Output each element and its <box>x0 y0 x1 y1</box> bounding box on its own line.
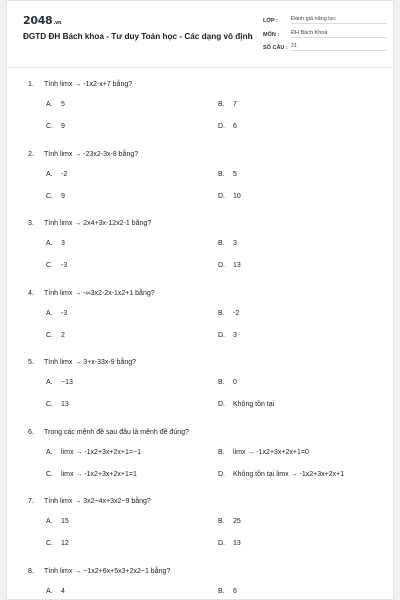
question-text <box>28 498 151 505</box>
option-text: 0 <box>233 379 237 386</box>
option-text: Không tồn tại limx → -1x2+3x+2x+1 <box>233 470 345 478</box>
option-text: 9 <box>61 123 65 130</box>
option-text: -2 <box>233 309 240 317</box>
option-b[interactable] <box>218 379 237 386</box>
question-text <box>28 568 170 575</box>
option-letter: D. <box>218 192 225 200</box>
option-text: −13 <box>61 379 73 386</box>
question-stem: Tính limx → -1x2-x+7 bằng? <box>44 81 133 88</box>
question-stem: Tính limx → −1x2+6x+5x3+2x2−1 bằng? <box>44 567 171 575</box>
option-letter: C. <box>46 331 53 339</box>
option-b[interactable] <box>218 101 237 108</box>
option-letter: B. <box>218 587 225 595</box>
option-letter: D. <box>218 123 225 130</box>
option-text: 3 <box>233 331 237 339</box>
option-b[interactable] <box>218 449 309 456</box>
option-text: 5 <box>61 101 65 108</box>
option-d[interactable] <box>218 540 241 547</box>
question-number: 2. <box>28 150 34 158</box>
option-b[interactable] <box>218 171 237 178</box>
question-text <box>28 220 151 227</box>
question-item <box>7 81 393 151</box>
option-letter: D. <box>218 470 225 478</box>
question-stem: Tính limx → 3+x-33x-9 bằng? <box>44 359 137 366</box>
option-text: 6 <box>233 123 237 130</box>
option-b[interactable] <box>218 588 237 595</box>
question-item <box>7 498 393 568</box>
question-item <box>7 568 393 600</box>
question-item <box>7 151 393 221</box>
question-stem: Tính limx → -∞3x2-2x-1x2+1 bằng? <box>44 289 155 297</box>
option-letter: A. <box>46 379 53 386</box>
question-number: 4. <box>28 289 34 297</box>
option-text: 13 <box>233 540 241 547</box>
option-text: 6 <box>233 587 237 595</box>
question-stem: Tính limx → 3x2−4x+3x2−9 bằng? <box>44 498 151 505</box>
option-text: -3 <box>61 262 68 269</box>
option-letter: A. <box>46 309 53 317</box>
option-c[interactable] <box>46 262 67 269</box>
question-stem: Tính limx → -23x2-3x-8 bằng? <box>44 150 139 158</box>
option-a[interactable] <box>46 101 65 108</box>
document-page <box>6 0 394 600</box>
option-b[interactable] <box>218 518 241 525</box>
option-text: limx → -1x2+3x+2x+1=−1 <box>61 448 141 456</box>
option-letter: C. <box>46 540 53 547</box>
option-letter: D. <box>218 401 225 408</box>
question-stem: Trong các mệnh đề sau đâu là mệnh đề đúng? <box>44 428 189 436</box>
option-text: Không tồn tại <box>233 401 275 408</box>
question-item <box>7 429 393 499</box>
option-text: 25 <box>233 518 241 525</box>
option-letter: C. <box>46 470 53 478</box>
option-d[interactable] <box>218 193 241 200</box>
option-a[interactable] <box>46 171 67 178</box>
question-text <box>28 429 189 436</box>
document-header <box>7 1 393 67</box>
meta-value: 21 <box>291 43 387 51</box>
option-text: -3 <box>61 309 68 317</box>
option-letter: D. <box>218 331 225 339</box>
option-c[interactable] <box>46 332 65 339</box>
option-letter: B. <box>218 240 225 247</box>
option-b[interactable] <box>218 240 237 247</box>
option-text: 3 <box>61 240 65 247</box>
question-text <box>28 359 136 366</box>
meta-label: LỚP : <box>263 18 278 24</box>
option-c[interactable] <box>46 471 137 478</box>
option-text: 7 <box>233 101 237 108</box>
option-a[interactable] <box>46 310 67 317</box>
question-item <box>7 220 393 290</box>
question-number: 6. <box>28 428 34 436</box>
meta-value: ĐH Bách Khoa <box>291 30 387 38</box>
option-a[interactable] <box>46 379 73 386</box>
option-text: 13 <box>233 262 241 269</box>
question-number: 8. <box>28 567 34 575</box>
option-letter: A. <box>46 170 53 178</box>
option-text: -2 <box>61 170 68 178</box>
site-logo[interactable] <box>23 14 61 27</box>
option-a[interactable] <box>46 449 141 456</box>
meta-label: SỐ CÂU : <box>263 45 288 51</box>
question-number: 1. <box>28 81 34 88</box>
option-c[interactable] <box>46 123 65 130</box>
option-letter: C. <box>46 262 53 269</box>
option-letter: B. <box>218 101 225 108</box>
header-divider <box>7 67 393 68</box>
question-number: 5. <box>28 359 34 366</box>
meta-info <box>263 13 387 54</box>
option-c[interactable] <box>46 401 69 408</box>
meta-value: Đánh giá năng lực <box>291 16 387 24</box>
option-b[interactable] <box>218 310 239 317</box>
option-letter: C. <box>46 123 53 130</box>
option-letter: A. <box>46 587 53 595</box>
meta-row-count <box>263 40 387 51</box>
option-letter: A. <box>46 101 53 108</box>
option-a[interactable] <box>46 518 69 525</box>
option-d[interactable] <box>218 471 344 478</box>
meta-label: MÔN : <box>263 31 280 38</box>
option-letter: A. <box>46 448 53 456</box>
option-letter: B. <box>218 170 225 178</box>
option-letter: C. <box>46 192 53 200</box>
option-text: limx → -1x2+3x+2x+1=1 <box>61 470 137 478</box>
option-letter: A. <box>46 240 53 247</box>
option-letter: B. <box>218 379 225 386</box>
option-text: 13 <box>61 401 69 408</box>
option-text: 9 <box>61 192 65 200</box>
option-letter: B. <box>218 448 225 456</box>
option-text: 4 <box>61 587 65 595</box>
option-text: 5 <box>233 170 237 178</box>
logo-suffix: .vn <box>53 20 62 26</box>
question-list <box>7 81 393 600</box>
option-letter: B. <box>218 518 225 525</box>
option-c[interactable] <box>46 540 69 547</box>
option-letter: D. <box>218 540 225 547</box>
option-letter: C. <box>46 401 53 408</box>
option-text: 10 <box>233 192 241 200</box>
question-number: 7. <box>28 498 34 505</box>
option-letter: A. <box>46 518 53 525</box>
option-text: 2 <box>61 331 65 339</box>
option-d[interactable] <box>218 332 237 339</box>
option-c[interactable] <box>46 193 65 200</box>
option-text: 12 <box>61 540 69 547</box>
option-text: 3 <box>233 240 237 247</box>
logo-text: 2048 <box>23 14 53 27</box>
option-text: limx → -1x2+3x+2x+1=0 <box>233 448 309 456</box>
option-text: 15 <box>61 518 69 525</box>
option-d[interactable] <box>218 401 274 408</box>
option-letter: B. <box>218 309 225 317</box>
question-number: 3. <box>28 220 34 227</box>
option-d[interactable] <box>218 123 237 130</box>
option-letter: D. <box>218 262 225 269</box>
question-text <box>28 151 138 158</box>
meta-row-subject <box>263 27 387 38</box>
option-d[interactable] <box>218 262 241 269</box>
question-text <box>28 81 132 88</box>
document-title: ĐGTD ĐH Bách khoa - Tư duy Toán học - Các dạng vô định <box>23 32 253 41</box>
meta-row-class <box>263 13 387 24</box>
question-item <box>7 290 393 360</box>
option-a[interactable] <box>46 240 65 247</box>
question-item <box>7 359 393 429</box>
question-stem: Tính limx → 2x4+3x-12x2-1 bằng? <box>44 220 152 227</box>
option-a[interactable] <box>46 588 65 595</box>
question-text <box>28 290 155 297</box>
